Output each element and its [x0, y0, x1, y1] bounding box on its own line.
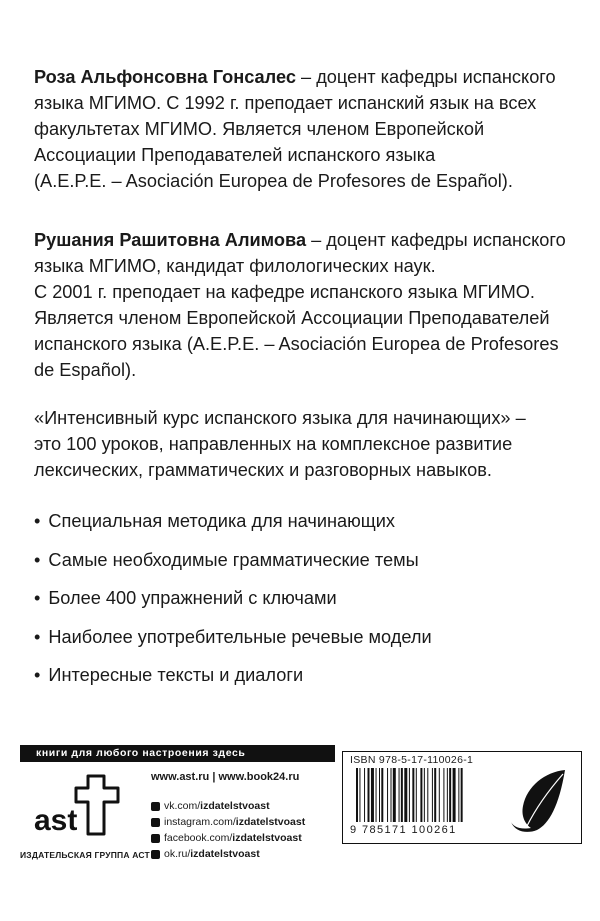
author-bio-gonsales [34, 64, 574, 194]
barcode-bar [409, 768, 410, 822]
bio-line: языка МГИМО. С 1992 г. преподает испанский язык на всех [34, 93, 537, 113]
bio-line: – доцент кафедры испанского [295, 67, 556, 87]
author-name: Рушания Рашитовна Алимова [34, 230, 307, 250]
tagline-banner: книги для любого настроения здесь [20, 745, 335, 762]
barcode-bar [359, 768, 360, 822]
barcode-bar [356, 768, 358, 822]
feature-item: • Наиболее употребительные речевые модели [34, 626, 432, 647]
barcode-bar [399, 768, 400, 822]
ast-logo-icon [32, 772, 122, 842]
bullet-icon: • [34, 549, 41, 570]
feather-quill-icon [505, 766, 573, 836]
barcode-bar [439, 768, 440, 822]
bullet-icon: • [34, 588, 41, 608]
author-bio-alimova [34, 227, 574, 383]
bio-line: испанского языка (A.E.P.E. – Asociación Europea de Profesores [34, 334, 559, 354]
barcode-bar [401, 768, 403, 822]
feature-item: • Интересные тексты и диалоги [34, 665, 304, 685]
description-line: лексических, грамматических и разговорных навыков. [34, 460, 492, 480]
bio-line: Ассоциации Преподавателей испанского языка [34, 145, 436, 165]
barcode-bar [427, 768, 428, 822]
social-link[interactable]: facebook.com/ izdatelstvoast [151, 830, 305, 846]
barcode-bar [364, 768, 365, 822]
barcode-bar [371, 768, 374, 822]
isbn-number: ISBN 978-5-17-110026-1 [350, 754, 474, 766]
facebook-icon [151, 834, 160, 843]
barcode [350, 768, 500, 824]
ean-digits: 9 785171 100261 [350, 824, 457, 836]
barcode-bar [381, 768, 383, 822]
barcode-bar [412, 768, 414, 822]
bio-line: – доцент кафедры испанского [306, 230, 566, 250]
bullet-icon: • [34, 511, 41, 531]
instagram-icon [151, 818, 160, 827]
bio-line: (A.E.P.E. – Asociación Europea de Profesores de Español). [34, 171, 513, 191]
barcode-bar [376, 768, 377, 822]
barcode-bar [453, 768, 456, 822]
feature-item: • Самые необходимые грамматические темы [34, 549, 419, 570]
barcode-bar [416, 768, 417, 822]
barcode-bar [443, 768, 444, 822]
book-description [34, 405, 574, 483]
social-link[interactable]: vk.com/ izdatelstvoast [151, 798, 305, 814]
author-name: Роза Альфонсовна Гонсалес [34, 67, 296, 87]
barcode-bar [420, 768, 422, 822]
feature-item: • Более 400 упражнений с ключами [34, 588, 337, 608]
barcode-bar [447, 768, 448, 822]
barcode-bar [391, 768, 392, 822]
social-link[interactable]: instagram.com/ izdatelstvoast [151, 814, 305, 830]
barcode-bar [434, 768, 436, 822]
publisher-group-name: ИЗДАТЕЛЬСКАЯ ГРУППА АСТ [20, 850, 150, 860]
barcode-bar [432, 768, 433, 822]
barcode-bar [424, 768, 425, 822]
barcode-bar [458, 768, 459, 822]
social-link[interactable]: ok.ru/ izdatelstvoast [151, 846, 305, 862]
feature-item: • Специальная методика для начинающих [34, 511, 396, 531]
barcode-bar [368, 768, 370, 822]
bullet-icon: • [34, 665, 41, 685]
website-links[interactable]: www.ast.ru | www.book24.ru [151, 771, 300, 783]
social-links [151, 798, 305, 862]
bio-line: языка МГИМО, кандидат филологических наук. [34, 256, 436, 276]
barcode-bar [387, 768, 388, 822]
bio-line: Является членом Европейской Ассоциации Преподавателей [34, 308, 550, 328]
bullet-icon: • [34, 626, 41, 647]
barcode-bar [449, 768, 451, 822]
bio-line: факультетах МГИМО. Является членом Европейской [34, 119, 485, 139]
barcode-bar [404, 768, 407, 822]
feature-list [34, 508, 432, 701]
svg-text:ast: ast [34, 804, 78, 837]
ok-icon [151, 850, 160, 859]
barcode-bar [393, 768, 396, 822]
barcode-bar [461, 768, 463, 822]
bio-line: de Español). [34, 360, 137, 380]
barcode-bar [379, 768, 380, 822]
description-line: это 100 уроков, направленных на комплексное развитие [34, 434, 513, 454]
description-line: «Интенсивный курс испанского языка для начинающих» – [34, 408, 526, 428]
bio-line: С 2001 г. преподает на кафедре испанского языка МГИМО. [34, 282, 535, 302]
vk-icon [151, 802, 160, 811]
